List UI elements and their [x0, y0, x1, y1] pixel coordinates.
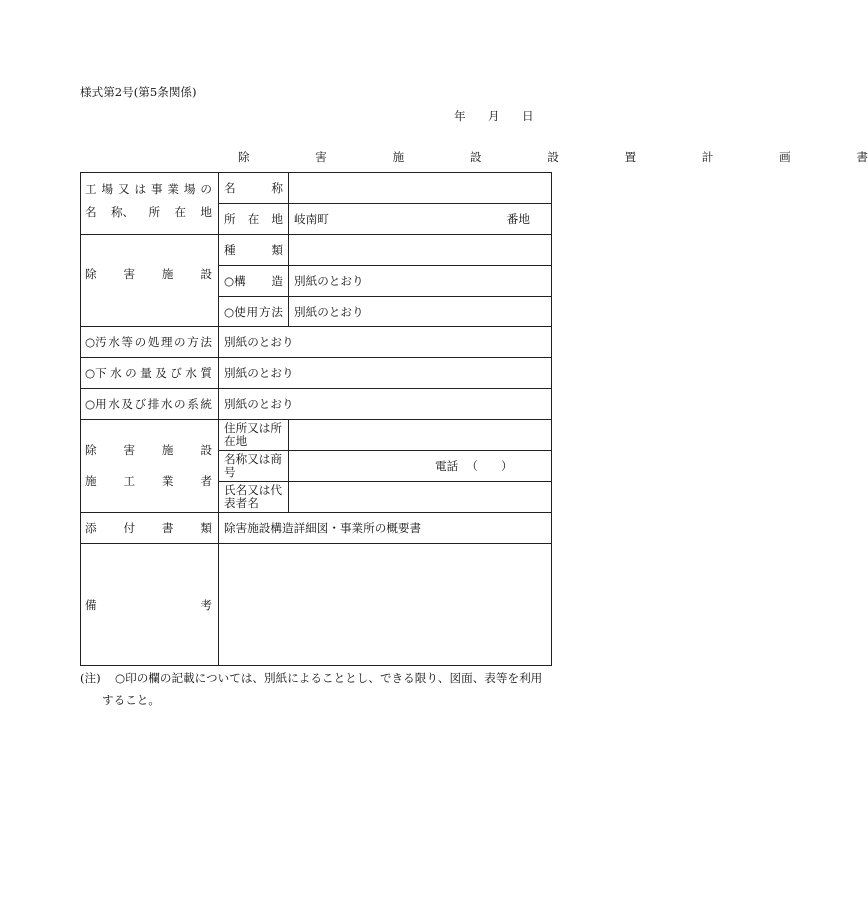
- label-glyph: 在: [247, 212, 260, 226]
- detail-label-cell: [81, 389, 219, 420]
- contractor-heading-line-1: [85, 435, 212, 466]
- label-glyph: 設: [547, 150, 559, 164]
- water-system-value: 別紙のとおり: [224, 397, 294, 411]
- label-glyph: 除: [238, 150, 250, 164]
- date-day-label: 日: [522, 109, 534, 123]
- label-glyph: 統: [200, 397, 212, 411]
- facility-type-value: [289, 235, 552, 266]
- label-glyph: 類: [271, 243, 283, 257]
- document-title: [238, 150, 868, 164]
- detail-value-cell: [219, 389, 552, 420]
- label-glyph: 地: [271, 212, 283, 226]
- contractor-address-label: 住所又は所在地: [224, 421, 282, 448]
- contractor-heading-cell: [81, 420, 219, 513]
- label-glyph: 者: [200, 474, 212, 488]
- detail-value-cell: [219, 358, 552, 389]
- footnote-mark: (注): [80, 671, 101, 685]
- label-glyph: 法: [271, 304, 283, 319]
- label-glyph: 設: [200, 266, 212, 281]
- facility-heading: [85, 267, 212, 281]
- plan-table: [80, 172, 552, 666]
- sewage-volume-quality-label: [85, 366, 212, 380]
- label-glyph: び: [134, 397, 147, 411]
- facility-heading-cell: [81, 235, 219, 327]
- label-glyph: 類: [200, 521, 212, 535]
- label-glyph: 除: [85, 443, 97, 457]
- footnote-line-1: [80, 667, 551, 689]
- label-glyph: 及: [121, 397, 134, 411]
- label-glyph: 系: [187, 397, 199, 411]
- attachments-value: 除害施設構造詳細図・事業所の概要書: [224, 521, 422, 535]
- label-glyph: 処: [147, 335, 160, 349]
- label-glyph: 水: [185, 366, 197, 380]
- label-glyph: 理: [160, 335, 173, 349]
- label-glyph: 設: [469, 150, 482, 164]
- phone-field: [435, 459, 513, 473]
- facility-usage-value: [289, 297, 552, 327]
- phone-label: 電話: [435, 459, 459, 473]
- label-glyph: 水: [110, 366, 122, 380]
- label-glyph: 方: [187, 335, 199, 349]
- label-glyph: 所: [148, 205, 161, 219]
- label-glyph: 施: [161, 266, 174, 281]
- factory-location-value: [289, 204, 552, 235]
- label-glyph: 考: [200, 597, 212, 612]
- label-glyph: 在: [174, 205, 187, 219]
- label-glyph: 書: [856, 150, 868, 164]
- contractor-address-value: [289, 420, 552, 451]
- remarks-label-cell: [81, 544, 219, 666]
- label-glyph: 添: [85, 521, 97, 535]
- label-glyph: 業: [161, 474, 174, 488]
- factory-name-label: [224, 181, 283, 195]
- label-glyph: 場: [101, 182, 114, 196]
- label-glyph: 計: [701, 150, 714, 164]
- facility-structure-value: [289, 266, 552, 297]
- water-system-label: [85, 397, 212, 411]
- label-glyph: 工: [123, 474, 136, 488]
- label-glyph: 工: [85, 182, 97, 196]
- attachments-label-cell: [81, 513, 219, 544]
- label-glyph: 置: [624, 150, 637, 164]
- facility-structure-label: [224, 274, 283, 288]
- label-glyph: 除: [85, 266, 97, 281]
- facility-usage-label-cell: [219, 297, 289, 327]
- attachments-value-cell: [219, 513, 552, 544]
- label-glyph: の: [174, 335, 186, 349]
- factory-name-value: [289, 173, 552, 204]
- label-glyph: 質: [200, 366, 212, 380]
- label-glyph: 名: [224, 181, 236, 195]
- label-glyph: 名: [85, 205, 97, 219]
- footnote: [80, 667, 551, 711]
- facility-usage-label: [224, 305, 283, 319]
- label-glyph: 又: [117, 182, 130, 196]
- label-glyph: の: [125, 366, 137, 380]
- remarks-value: [219, 544, 552, 666]
- label-glyph: び: [170, 366, 182, 380]
- detail-label-cell: [81, 327, 219, 358]
- label-glyph: 水: [108, 335, 120, 349]
- label-glyph: 法: [200, 335, 212, 349]
- label-glyph: 施: [161, 443, 174, 457]
- date-month-label: 月: [488, 109, 500, 123]
- label-glyph: 画: [779, 150, 791, 164]
- location-suffix: 番地: [506, 212, 530, 226]
- label-glyph: 施: [392, 150, 405, 164]
- wastewater-treatment-value: 別紙のとおり: [224, 335, 294, 349]
- phone-parens: （ ）: [466, 459, 513, 473]
- label-glyph: ○下: [85, 366, 107, 380]
- location-town: 岐南町: [294, 212, 329, 226]
- label-glyph: 種: [224, 243, 236, 257]
- contractor-representative-label: 氏名又は代表者名: [224, 483, 282, 510]
- label-glyph: の: [174, 397, 186, 411]
- factory-heading-cell: [81, 173, 219, 235]
- label-glyph: ○用: [85, 397, 107, 411]
- label-glyph: 水: [108, 397, 120, 411]
- facility-structure-label-cell: [219, 266, 289, 297]
- contractor-name-value: [289, 451, 552, 482]
- label-glyph: 場: [183, 182, 196, 196]
- label-glyph: 業: [167, 182, 180, 196]
- label-glyph: 量: [140, 366, 152, 380]
- label-glyph: の: [134, 335, 147, 349]
- footnote-text-2: すること。: [102, 693, 160, 707]
- contractor-representative-label-cell: [219, 482, 289, 513]
- label-glyph: 地: [200, 205, 212, 219]
- label-glyph: 設: [200, 443, 212, 457]
- label-glyph: 付: [123, 521, 136, 535]
- facility-type-label: [224, 243, 283, 257]
- label-glyph: 等: [121, 335, 134, 349]
- factory-name-label-cell: [219, 173, 289, 204]
- contractor-name-label-cell: [219, 451, 289, 482]
- factory-heading-line-1: [85, 178, 212, 201]
- label-glyph: ○汚: [85, 335, 107, 349]
- label-glyph: 書: [161, 521, 174, 535]
- factory-location-label-cell: [219, 204, 289, 235]
- label-glyph: 備: [85, 597, 97, 612]
- label-glyph: 施: [85, 474, 97, 488]
- factory-location-label: [224, 212, 283, 226]
- label-glyph: の: [200, 182, 212, 196]
- label-glyph: ○構: [224, 274, 246, 288]
- contractor-heading-line-2: [85, 466, 212, 497]
- label-glyph: ○使: [224, 304, 246, 319]
- detail-label-cell: [81, 358, 219, 389]
- label-glyph: 用: [246, 304, 259, 319]
- label-glyph: 方: [258, 304, 271, 319]
- sewage-volume-quality-value: 別紙のとおり: [224, 366, 294, 380]
- label-glyph: 水: [160, 397, 173, 411]
- form-number: 様式第2号(第5条関係): [80, 85, 197, 99]
- label-glyph: 及: [155, 366, 167, 380]
- footnote-text-1: ○印の欄の記載については、別紙によることとし、できる限り、図面、表等を利用: [115, 671, 543, 685]
- label-glyph: 称、: [110, 205, 135, 219]
- label-glyph: 所: [224, 212, 236, 226]
- wastewater-treatment-label: [85, 335, 212, 349]
- label-glyph: は: [134, 182, 147, 196]
- label-glyph: 害: [123, 443, 136, 457]
- contractor-name-label: 名称又は商号: [224, 452, 282, 479]
- label-glyph: 害: [315, 150, 327, 164]
- usage-value-text: 別紙のとおり: [294, 304, 364, 319]
- label-glyph: 害: [123, 266, 136, 281]
- remarks-label: [85, 598, 212, 612]
- structure-value-text: 別紙のとおり: [294, 274, 364, 288]
- detail-value-cell: [219, 327, 552, 358]
- attachments-label: [85, 521, 212, 535]
- contractor-address-label-cell: [219, 420, 289, 451]
- factory-heading-line-2: [85, 201, 212, 224]
- label-glyph: 事: [150, 182, 163, 196]
- date-year-label: 年: [454, 109, 466, 123]
- facility-type-label-cell: [219, 235, 289, 266]
- label-glyph: 排: [147, 397, 160, 411]
- contractor-representative-value: [289, 482, 552, 513]
- label-glyph: 造: [271, 274, 283, 288]
- label-glyph: 称: [271, 181, 283, 195]
